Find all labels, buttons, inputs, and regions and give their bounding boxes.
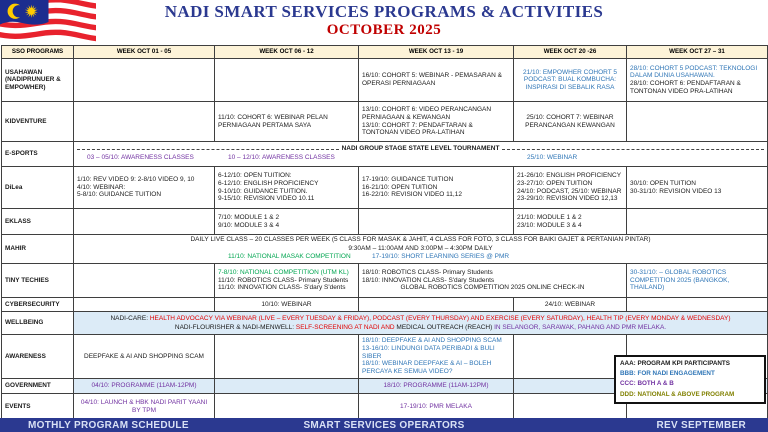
banner-wellbeing — [74, 312, 768, 335]
cell-text: 17-19/10: GUIDANCE TUITION — [362, 176, 454, 184]
cell-government-1 — [215, 379, 359, 394]
cell-cybersecurity-4 — [627, 298, 768, 312]
col-header-2: WEEK OCT 06 - 12 — [215, 46, 359, 59]
legend-item-3: DDD: NATIONAL & ABOVE PROGRAM — [620, 390, 735, 398]
cell-events-1 — [215, 394, 359, 421]
cell-line — [218, 222, 355, 230]
cell-kidventure-4 — [627, 102, 768, 142]
cell-text: 04/10: PROGRAMME (11AM-12PM) — [91, 382, 197, 390]
cell-line — [517, 180, 623, 188]
cell-line — [77, 191, 211, 199]
cell-kidventure-3 — [514, 102, 627, 142]
banner-line — [77, 245, 764, 253]
cell-line — [630, 188, 764, 196]
col-header-1: WEEK OCT 01 - 05 — [74, 46, 215, 59]
cell-line — [362, 184, 510, 192]
cell-line — [517, 188, 623, 196]
cell-events-2 — [359, 394, 514, 421]
cell-text: GLOBAL ROBOTICS COMPETITION 2025 ONLINE CHECK-IN — [400, 284, 585, 292]
cell-line — [362, 360, 510, 375]
row-label-government: GOVERNMENT — [2, 379, 74, 394]
page-title: NADI SMART SERVICES PROGRAMS & ACTIVITIES — [164, 2, 604, 21]
cell-text: 17-19/10: PMR MELAKA — [400, 403, 472, 411]
cell-line — [362, 284, 623, 292]
row-label-events: EVENTS — [2, 394, 74, 421]
cell-text: DAILY LIVE CLASS – 20 CLASSES PER WEEK (5 CLASS FOR MASAK & JAHIT, 4 CLASS FOR FOTO, 3 CLASS FOR BAIKI GAJET & PERTANIAN PINTAR) — [190, 236, 651, 243]
cell-text: 30-31/10: REVISION VIDEO 13 — [630, 187, 722, 195]
cell-line — [362, 191, 510, 199]
row-label-kidventure: KIDVENTURE — [2, 102, 74, 142]
cell-tiny-techies-2 — [359, 264, 627, 298]
row-label-dilea: DiLea — [2, 167, 74, 209]
cell-text: 11/10: ROBOTICS CLASS- Primary Students — [218, 276, 349, 284]
cell-kidventure-1 — [215, 102, 359, 142]
banner-item-week4: 25/10: WEBINAR — [527, 153, 578, 161]
cell-text: MEDICAL OUTREACH (REACH) — [396, 323, 495, 331]
banner-items — [77, 154, 764, 163]
row-label-awareness: AWARENESS — [2, 335, 74, 379]
cell-tiny-techies-3 — [627, 264, 768, 298]
cell-usahawan-3 — [514, 59, 627, 102]
banner-esports — [74, 142, 768, 167]
legend-item-0: AAA: PROGRAM KPI PARTICIPANTS — [620, 359, 730, 367]
cell-line — [517, 301, 623, 309]
col-header-3: WEEK OCT 13 - 19 — [359, 46, 514, 59]
cell-text: 11/10: COHORT 6: WEBINAR PELAN PERNIAGAAN PERTAMA SAYA — [218, 113, 328, 129]
cell-dilea-3 — [514, 167, 627, 209]
cell-text: 25/10: COHORT 7: WEBINAR PERANCANGAN KEWANGAN — [525, 113, 615, 129]
legend-item-1: BBB: FOR NADI ENGAGEMENT — [620, 369, 715, 377]
malaysia-flag-icon — [0, 0, 96, 44]
cell-eklass-0 — [74, 209, 215, 235]
banner-line — [77, 236, 764, 244]
cell-line — [517, 214, 623, 222]
banner-item-week2: 11/10: NATIONAL MASAK COMPETITION — [228, 253, 351, 261]
cell-line — [362, 345, 510, 360]
cell-dilea-0 — [74, 167, 215, 209]
cell-line — [362, 277, 623, 285]
cell-line — [362, 269, 623, 277]
cell-line — [517, 114, 623, 129]
cell-line — [362, 122, 510, 137]
cell-line — [517, 222, 623, 230]
cell-text: 18/10: ROBOTICS CLASS- Primary Students — [362, 269, 493, 277]
cell-line — [630, 180, 764, 188]
cell-text: 9/10: MODULE 3 & 4 — [218, 221, 280, 229]
cell-line — [362, 106, 510, 121]
cell-government-3 — [514, 379, 627, 394]
cell-kidventure-2 — [359, 102, 514, 142]
cell-government-2 — [359, 379, 514, 394]
cell-text: 28/10: COHORT 6: PENDAFTARAN & TONTONAN VIDEO PRA-LATIHAN — [630, 80, 741, 95]
cell-text: 5-8/10: GUIDANCE TUITION — [77, 191, 162, 199]
footer-center: SMART SERVICES OPERATORS — [303, 419, 465, 431]
banner-line — [77, 324, 764, 332]
banner-item-week1: 03 – 05/10: AWARENESS CLASSES — [87, 153, 194, 161]
footer-right: REV SEPTEMBER — [656, 419, 746, 431]
cell-usahawan-1 — [215, 59, 359, 102]
cell-usahawan-4 — [627, 59, 768, 102]
cell-text: 24/10: WEBINAR — [544, 300, 596, 308]
cell-tiny-techies-0 — [74, 264, 215, 298]
cell-text: 28/10: COHORT 5 PODCAST: TEKNOLOGI DALAM DUNIA USAHAWAN. — [630, 64, 758, 80]
cell-text: 23-29/10: REVISION VIDEO 12,13 — [517, 195, 618, 203]
cell-line — [218, 172, 355, 180]
cell-line — [218, 269, 355, 277]
cell-text: SELF-SCREENING AT NADI AND — [295, 323, 397, 331]
banner-items — [77, 253, 764, 262]
cell-line — [517, 195, 623, 203]
cell-text: 18/10: INNOVATION CLASS- S'dary Students — [362, 276, 495, 284]
row-label-mahir: MAHIR — [2, 235, 74, 264]
cell-usahawan-2 — [359, 59, 514, 102]
cell-line — [218, 301, 355, 309]
cell-text: 21/10: EMPOWHER COHORT 5 PODCAST: BUAL KOMBUCHA: INSPIRASI DI SEBALIK RASA — [522, 68, 618, 91]
cell-tiny-techies-1 — [215, 264, 359, 298]
banner-item-week2: 10 – 12/10: AWARENESS CLASSES — [228, 153, 335, 161]
cell-text: 7/10: MODULE 1 & 2 — [218, 213, 280, 221]
cell-eklass-3 — [514, 209, 627, 235]
cell-text: 18/10: WEBINAR DEEPFAKE & AI – BOLEH PERCAYA KE SEMUA VIDEO? — [362, 360, 492, 375]
page-subtitle: OCTOBER 2025 — [326, 22, 442, 39]
cell-cybersecurity-0 — [74, 298, 215, 312]
cell-line — [218, 188, 355, 196]
cell-text: 24/10: PODCAST, 25/10: WEBINAR — [517, 187, 622, 195]
cell-text: HEALTH ADVOCACY VIA WEBINAR (LIVE – EVERY TUESDAY & FRIDAY), PODCAST (EVERY THURSDAY) AND EXERCISE (EVERY SATURDAY), HEALTH TIP (EVERY MONDAY & WEDNESDAY) — [149, 314, 731, 322]
cell-text: IN SELANGOR, SARAWAK, PAHANG AND PMR MELAKA. — [494, 323, 667, 331]
cell-text: 30-31/10: – GLOBAL ROBOTICS COMPETITION 2025 (BANGKOK, THAILAND) — [630, 269, 730, 292]
cell-line — [77, 382, 211, 390]
col-header-4: WEEK OCT 20 -26 — [514, 46, 627, 59]
col-header-0: SSO PROGRAMS — [2, 46, 74, 59]
banner-title-text: NADI GROUP STAGE STATE LEVEL TOURNAMENT — [341, 145, 500, 153]
cell-line — [362, 382, 510, 390]
title-bar — [0, 0, 768, 45]
cell-text: NADI-CARE: — [110, 314, 150, 322]
cell-text: 4/10: WEBINAR: — [77, 183, 126, 191]
cell-line — [362, 176, 510, 184]
cell-text: 9:30AM – 11:00AM AND 3:00PM – 4:30PM DAILY — [348, 244, 493, 252]
cell-text: DEEPFAKE & AI AND SHOPPING SCAM — [84, 352, 204, 360]
cell-eklass-4 — [627, 209, 768, 235]
cell-events-0 — [74, 394, 215, 421]
row-label-usahawan: USAHAWAN (NADIPRUNUER & EMPOWHER) — [2, 59, 74, 102]
banner-mahir — [74, 235, 768, 264]
cell-cybersecurity-1 — [215, 298, 359, 312]
cell-text: NADI-FLOURISHER & NADI-MENWELL: — [174, 323, 296, 331]
cell-text: 1/10: REV VIDEO 9: 2-8/10 VIDEO 9, 10 — [77, 176, 195, 184]
cell-awareness-1 — [215, 335, 359, 379]
cell-text: 13-16/10: LINDUNGI DATA PERIBADI & BULI SIBER — [362, 345, 495, 360]
cell-text: 30/10: OPEN TUITION — [630, 179, 696, 187]
cell-line — [218, 114, 355, 129]
cell-line — [517, 172, 623, 180]
cell-text: 11/10: INNOVATION CLASS- S'dary S'dents — [218, 284, 346, 292]
row-label-cybersecurity: CYBERSECURITY — [2, 298, 74, 312]
cell-text: 21-26/10: ENGLISH PROFICIENCY — [517, 172, 622, 180]
banner-item-week3: 17-19/10: SHORT LEARNING SERIES @ PMR — [372, 253, 510, 261]
cell-text: 04/10: LAUNCH & HBK NADI PARIT YAANI BY TPM — [80, 399, 208, 414]
cell-text: 18/10: DEEPFAKE & AI AND SHOPPING SCAM — [362, 337, 502, 345]
banner-title — [77, 145, 764, 153]
footer-left: MOTHLY PROGRAM SCHEDULE — [28, 419, 189, 431]
cell-text: 6-12/10: ENGLISH PROFICIENCY — [218, 179, 319, 187]
cell-text: 16-22/10: REVISION VIDEO 11,12 — [362, 191, 462, 199]
cell-line — [218, 180, 355, 188]
cell-events-3 — [514, 394, 627, 421]
footer-bar — [0, 418, 768, 432]
cell-text: 23/10: MODULE 3 & 4 — [517, 221, 582, 229]
cell-text: 13/10: COHORT 6: VIDEO PERANCANGAN PERNIAGAAN & KEWANGAN — [362, 106, 492, 121]
cell-text: 13/10: COHORT 7: PENDAFTARAN & TONTONAN VIDEO PRA-LATIHAN — [362, 121, 473, 137]
cell-line — [218, 214, 355, 222]
row-label-wellbeing: WELLBEING — [2, 312, 74, 335]
cell-line — [77, 176, 211, 184]
col-header-5: WEEK OCT 27 – 31 — [627, 46, 768, 59]
row-label-eklass: EKLASS — [2, 209, 74, 235]
cell-dilea-2 — [359, 167, 514, 209]
cell-eklass-1 — [215, 209, 359, 235]
cell-line — [362, 337, 510, 345]
cell-awareness-2 — [359, 335, 514, 379]
cell-text: 23-27/10: OPEN TUITION — [517, 179, 593, 187]
cell-dilea-4 — [627, 167, 768, 209]
cell-line — [362, 72, 510, 87]
cell-kidventure-0 — [74, 102, 215, 142]
cell-line — [630, 269, 764, 292]
cell-text: 7-8/10: NATIONAL COMPETITION (UTM KL) — [218, 269, 349, 277]
cell-line — [517, 69, 623, 92]
cell-awareness-0 — [74, 335, 215, 379]
cell-text: 10/10: WEBINAR — [261, 300, 312, 308]
cell-text: 9-10/10: GUIDANCE TUITION. — [218, 187, 308, 195]
cell-line — [630, 80, 764, 95]
cell-text: 21/10: MODULE 1 & 2 — [517, 213, 582, 221]
cell-text: 16-21/10: OPEN TUITION — [362, 183, 438, 191]
cell-text: 18/10: PROGRAMME (11AM-12PM) — [383, 382, 489, 390]
banner-line — [77, 315, 764, 323]
cell-dilea-1 — [215, 167, 359, 209]
row-label-tiny-techies: TINY TECHIES — [2, 264, 74, 298]
cell-line — [77, 353, 211, 361]
cell-awareness-3 — [514, 335, 627, 379]
cell-cybersecurity-2 — [359, 298, 514, 312]
legend-box — [614, 355, 766, 405]
cell-line — [218, 277, 355, 285]
row-label-esports: E-SPORTS — [2, 142, 74, 167]
cell-line — [77, 399, 211, 414]
cell-line — [218, 195, 355, 203]
cell-text: 6-12/10: OPEN TUITION: — [218, 172, 292, 180]
cell-line — [362, 403, 510, 411]
cell-line — [630, 65, 764, 80]
cell-text: 9-15/10: REVISION VIDEO 10.11 — [218, 195, 315, 203]
cell-text: 16/10: COHORT 5: WEBINAR - PEMASARAN & OPERASI PERNIAGAAN — [362, 72, 502, 87]
legend-item-2: CCC: BOTH A & B — [620, 380, 674, 388]
cell-government-0 — [74, 379, 215, 394]
cell-eklass-2 — [359, 209, 514, 235]
cell-cybersecurity-3 — [514, 298, 627, 312]
cell-line — [77, 184, 211, 192]
cell-line — [218, 284, 355, 292]
cell-usahawan-0 — [74, 59, 215, 102]
